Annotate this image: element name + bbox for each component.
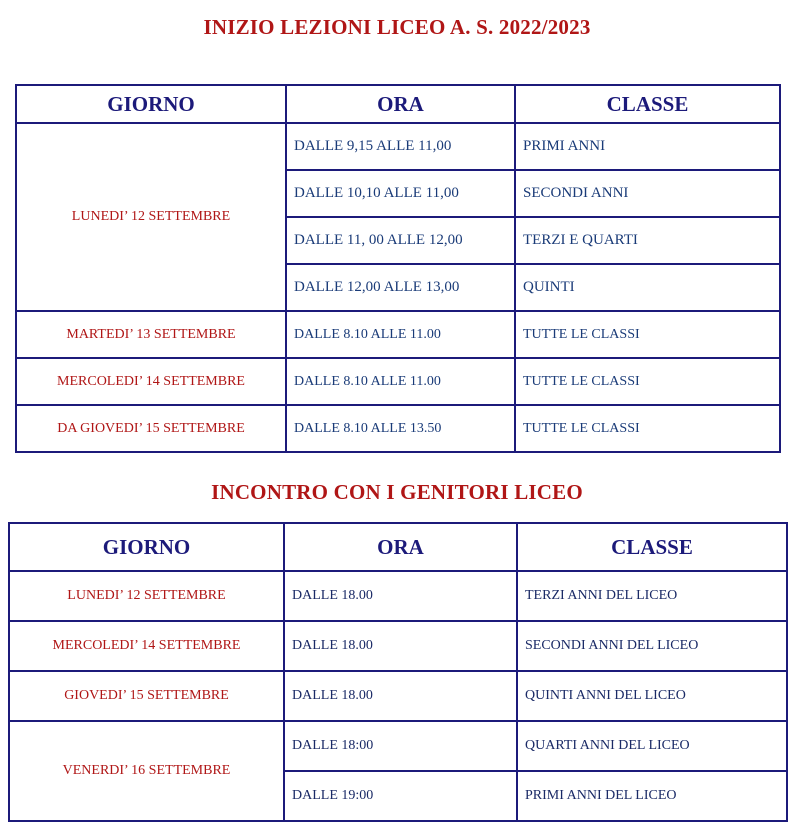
- table-row: [9, 621, 787, 671]
- table-row: [9, 671, 787, 721]
- cell-ora: DALLE 10,10 ALLE 11,00: [286, 170, 515, 217]
- cell-classe: TUTTE LE CLASSI: [515, 405, 780, 452]
- cell-giorno: LUNEDI’ 12 SETTEMBRE: [9, 571, 284, 621]
- header-giorno: GIORNO: [16, 85, 286, 123]
- title-incontro-genitori: INCONTRO CON I GENITORI LICEO: [211, 480, 583, 504]
- cell-giorno: DA GIOVEDI’ 15 SETTEMBRE: [16, 405, 286, 452]
- cell-classe: PRIMI ANNI: [515, 123, 780, 170]
- cell-classe: PRIMI ANNI DEL LICEO: [517, 771, 787, 821]
- cell-ora: DALLE 8.10 ALLE 11.00: [286, 358, 515, 405]
- table-row: [9, 571, 787, 621]
- cell-classe: TUTTE LE CLASSI: [515, 358, 780, 405]
- cell-giorno: LUNEDI’ 12 SETTEMBRE: [16, 123, 286, 311]
- cell-ora: DALLE 18.00: [284, 671, 517, 721]
- table-row: [16, 358, 780, 405]
- header-ora: ORA: [286, 85, 515, 123]
- cell-ora: DALLE 8.10 ALLE 11.00: [286, 311, 515, 358]
- cell-giorno: GIOVEDI’ 15 SETTEMBRE: [9, 671, 284, 721]
- cell-classe: QUARTI ANNI DEL LICEO: [517, 721, 787, 771]
- cell-classe: TUTTE LE CLASSI: [515, 311, 780, 358]
- cell-ora: DALLE 11, 00 ALLE 12,00: [286, 217, 515, 264]
- cell-ora: DALLE 18.00: [284, 571, 517, 621]
- header-giorno: GIORNO: [9, 523, 284, 571]
- cell-giorno: MERCOLEDI’ 14 SETTEMBRE: [16, 358, 286, 405]
- cell-classe: SECONDI ANNI DEL LICEO: [517, 621, 787, 671]
- title-inizio-lezioni: INIZIO LEZIONI LICEO A. S. 2022/2023: [203, 15, 591, 39]
- table-inizio-lezioni: [15, 84, 781, 453]
- cell-classe: TERZI E QUARTI: [515, 217, 780, 264]
- header-classe: CLASSE: [515, 85, 780, 123]
- cell-ora: DALLE 19:00: [284, 771, 517, 821]
- cell-ora: DALLE 18.00: [284, 621, 517, 671]
- table-incontro-genitori: [8, 522, 788, 822]
- cell-classe: SECONDI ANNI: [515, 170, 780, 217]
- cell-classe: QUINTI: [515, 264, 780, 311]
- table-row: [16, 123, 780, 170]
- cell-giorno: MARTEDI’ 13 SETTEMBRE: [16, 311, 286, 358]
- table-row: [16, 311, 780, 358]
- cell-giorno: MERCOLEDI’ 14 SETTEMBRE: [9, 621, 284, 671]
- cell-ora: DALLE 8.10 ALLE 13.50: [286, 405, 515, 452]
- cell-ora: DALLE 9,15 ALLE 11,00: [286, 123, 515, 170]
- table-header-row: [16, 85, 780, 123]
- header-classe: CLASSE: [517, 523, 787, 571]
- cell-ora: DALLE 12,00 ALLE 13,00: [286, 264, 515, 311]
- cell-giorno: VENERDI’ 16 SETTEMBRE: [9, 721, 284, 821]
- cell-classe: TERZI ANNI DEL LICEO: [517, 571, 787, 621]
- table-row: [16, 405, 780, 452]
- table-header-row: [9, 523, 787, 571]
- cell-classe: QUINTI ANNI DEL LICEO: [517, 671, 787, 721]
- cell-ora: DALLE 18:00: [284, 721, 517, 771]
- header-ora: ORA: [284, 523, 517, 571]
- table-row: [9, 721, 787, 771]
